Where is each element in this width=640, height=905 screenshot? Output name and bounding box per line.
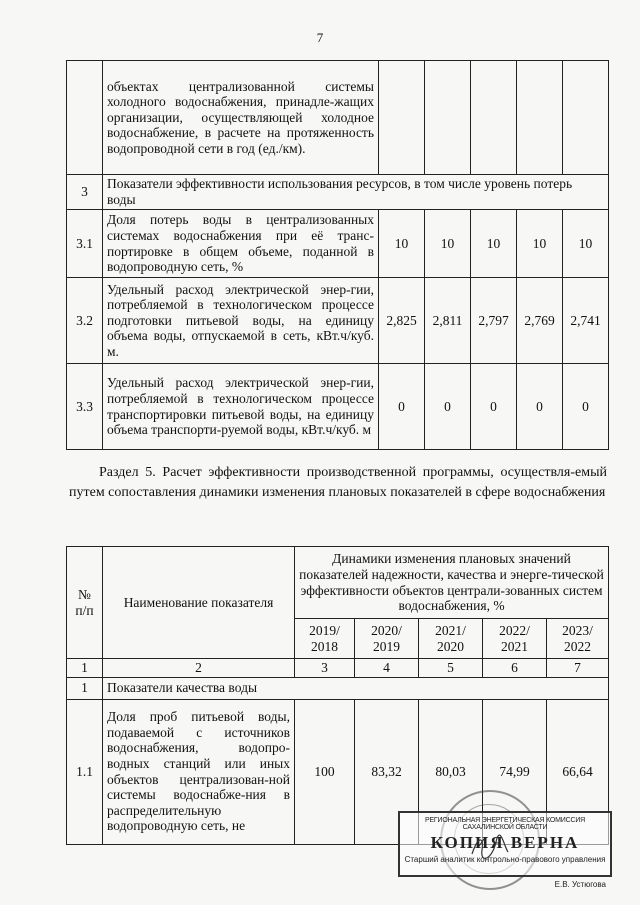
column-number: 6 [483, 659, 547, 678]
header-dynamics-group: Динамики изменения плановых значений показателей надежности, качества и энерге-тической эффективности объектов централи-зованных систем водоснабжения, % [295, 547, 609, 619]
value-cell: 2,811 [425, 278, 471, 364]
row-number: 3.3 [67, 364, 103, 450]
row-number: 3 [67, 175, 103, 210]
value-cell: 0 [517, 364, 563, 450]
indicator-name: Удельный расход электрической энер-гии, потребляемой в технологическом процессе подготовки питьевой воды, на единицу объема воды, отпускаемой в сеть, кВт.ч/куб. м. [103, 278, 379, 364]
header-year: 2021/ 2020 [419, 619, 483, 659]
value-cell: 83,32 [355, 699, 419, 844]
header-indicator-name: Наименование показателя [103, 547, 295, 659]
efficiency-dynamics-table [66, 546, 609, 845]
value-cell: 10 [471, 210, 517, 278]
header-number: № п/п [67, 547, 103, 659]
column-number: 5 [419, 659, 483, 678]
value-cell: 0 [379, 364, 425, 450]
value-cell: 80,03 [419, 699, 483, 844]
row-number: 3.1 [67, 210, 103, 278]
table-row [67, 175, 609, 210]
value-cell: 2,797 [471, 278, 517, 364]
signature-icon [470, 832, 510, 862]
table-row [67, 278, 609, 364]
column-number: 1 [67, 659, 103, 678]
value-cell [471, 61, 517, 175]
indicator-name: Удельный расход электрической энер-гии, потребляемой в технологическом процессе транспортировки питьевой воды, на единицу объема транспорти-руемой воды, кВт.ч/куб. м [103, 364, 379, 450]
table-header-row [67, 547, 609, 619]
value-cell: 0 [425, 364, 471, 450]
indicator-name: Доля проб питьевой воды, подаваемой с источников водоснабжения, водопро-водных станций или иных объектов централизован-ной системы водоснабже-ния в распределительную водопроводную сеть, не [103, 699, 295, 844]
value-cell: 2,741 [563, 278, 609, 364]
stamp-position: Старший аналитик контрольно-правового управления [404, 855, 606, 864]
stamp-title: КОПИЯ ВЕРНА [430, 833, 580, 852]
row-number: 1 [67, 677, 103, 699]
value-cell: 100 [295, 699, 355, 844]
value-cell: 10 [517, 210, 563, 278]
value-cell: 0 [471, 364, 517, 450]
value-cell [563, 61, 609, 175]
column-number: 2 [103, 659, 295, 678]
column-number-row [67, 659, 609, 678]
table-row [67, 210, 609, 278]
value-cell: 10 [379, 210, 425, 278]
header-year: 2020/ 2019 [355, 619, 419, 659]
row-number: 3.2 [67, 278, 103, 364]
stamp-organization: РЕГИОНАЛЬНАЯ ЭНЕРГЕТИЧЕСКАЯ КОМИССИЯ САХАЛИНСКОЙ ОБЛАСТИ [424, 817, 586, 831]
value-cell: 2,825 [379, 278, 425, 364]
section-heading: Показатели качества воды [103, 677, 609, 699]
row-number [67, 61, 103, 175]
column-number: 3 [295, 659, 355, 678]
value-cell: 2,769 [517, 278, 563, 364]
value-cell: 66,64 [547, 699, 609, 844]
value-cell: 0 [563, 364, 609, 450]
value-cell [425, 61, 471, 175]
stamp-signer: Е.В. Устюгова [554, 880, 606, 889]
table-row [67, 61, 609, 175]
indicator-name: Доля потерь воды в централизованных системах водоснабжения при её транс-портировке в общем объеме, поданной в водопроводную сеть, % [103, 210, 379, 278]
value-cell: 74,99 [483, 699, 547, 844]
table-row [67, 677, 609, 699]
value-cell: 10 [563, 210, 609, 278]
column-number: 4 [355, 659, 419, 678]
header-year: 2019/ 2018 [295, 619, 355, 659]
header-year: 2023/ 2022 [547, 619, 609, 659]
value-cell [517, 61, 563, 175]
indicators-table-continued [66, 60, 609, 450]
indicator-name: объектах централизованной системы холодного водоснабжения, принадле-жащих организации, осуществляющей холодное водоснабжение, в расчете на протяженность водопроводной сети в год (ед./км). [103, 61, 379, 175]
column-number: 7 [547, 659, 609, 678]
value-cell: 10 [425, 210, 471, 278]
table-row [67, 364, 609, 450]
row-number: 1.1 [67, 699, 103, 844]
value-cell [379, 61, 425, 175]
header-year: 2022/ 2021 [483, 619, 547, 659]
section-5-caption: Раздел 5. Расчет эффективности производственной программы, осуществля-емый путем сопоставления динамики изменения плановых показателей в сфере водоснабжения [69, 465, 607, 500]
section-heading: Показатели эффективности использования ресурсов, в том числе уровень потерь воды [103, 175, 609, 210]
page-number: 7 [316, 30, 324, 45]
